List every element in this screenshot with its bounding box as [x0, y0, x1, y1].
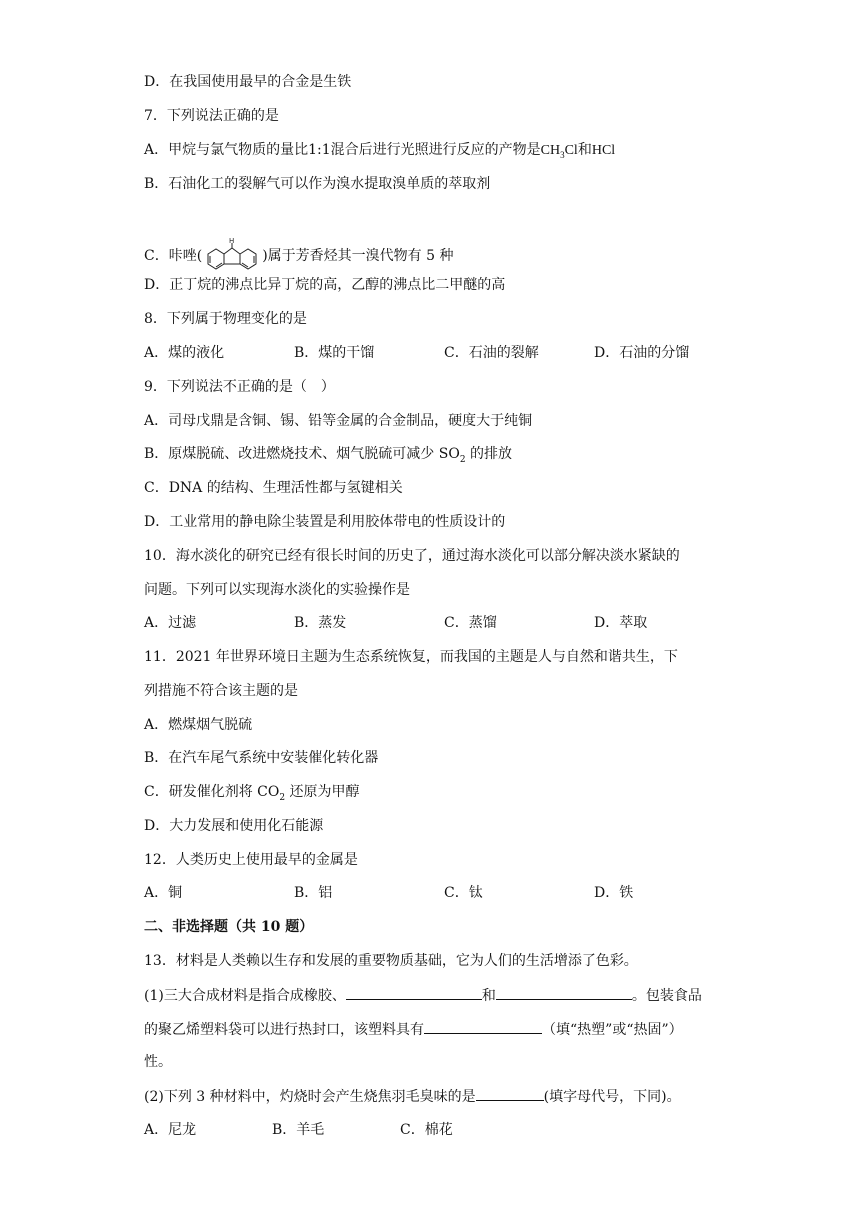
q9-stem: 9．下列说法不正确的是（ ）	[144, 379, 335, 395]
q13-part1-line3: 性。	[144, 1054, 172, 1070]
q9-option-d: D．工业常用的静电除尘装置是利用胶体带电的性质设计的	[144, 514, 506, 530]
q12-stem: 12．人类历史上使用最早的金属是	[144, 852, 358, 868]
q9-option-b-text-end: 的排放	[465, 446, 512, 462]
so2-subscript: 2	[459, 454, 466, 465]
q13-part2-option-c: C．棉花	[400, 1122, 453, 1138]
q13-part2-hint: (填字母代号，下同)。	[543, 1089, 681, 1105]
answer-blank-3[interactable]	[424, 1019, 542, 1034]
answer-blank-2[interactable]	[496, 985, 632, 1000]
q13-part1-text-end: 。包装食品	[631, 988, 702, 1004]
q7-option-a-text: A．甲烷与氯气物质的量比1:1混合后进行光照进行反应的产物是	[144, 142, 541, 158]
q7-option-c-text-start: C．咔唑(	[144, 248, 203, 264]
formula-ch3cl	[541, 143, 578, 158]
q12-option-d: D．铁	[594, 885, 634, 901]
q12-option-b: B．铝	[294, 885, 333, 901]
q9-option-c: C．DNA 的结构、生理活性都与氢键相关	[144, 480, 403, 496]
q8-options	[144, 343, 724, 363]
q8-option-b: B．煤的干馏	[294, 345, 375, 361]
q8-option-d: D．石油的分馏	[594, 345, 690, 361]
q8-option-a: A．煤的液化	[144, 345, 225, 361]
q8-option-c: C．石油的裂解	[444, 345, 539, 361]
q8-stem: 8．下列属于物理变化的是	[144, 311, 307, 327]
q11-stem-line1: 11．2021 年世界环境日主题为生态系统恢复，而我国的主题是人与自然和谐共生，下	[144, 649, 678, 665]
q11-option-c-text: C．研发催化剂将 CO	[144, 784, 280, 800]
q11-option-b: B．在汽车尾气系统中安装催化转化器	[144, 750, 379, 766]
q7-stem: 7．下列说法正确的是	[144, 108, 279, 124]
q12-option-a: A．铜	[144, 885, 183, 901]
answer-blank-4[interactable]	[476, 1086, 544, 1101]
q13-part2-option-a: A．尼龙	[144, 1122, 197, 1138]
section-heading-non-choice: 二、非选择题（共 10 题）	[144, 919, 314, 935]
q10-option-c: C．蒸馏	[444, 615, 497, 631]
q11-option-a: A．燃煤烟气脱硫	[144, 717, 253, 733]
q6-option-d: D．在我国使用最早的合金是生铁	[144, 74, 352, 90]
q7-option-c-text-end: )属于芳香烃其一溴代物有 5 种	[262, 248, 454, 264]
carbazole-structure-icon	[202, 236, 262, 276]
q10-option-d: D．萃取	[594, 615, 648, 631]
q13-part1-and: 和	[481, 988, 496, 1004]
answer-blank-1[interactable]	[346, 985, 482, 1000]
q13-part1-line2-hint: （填“热塑”或“热固”）	[542, 1022, 683, 1038]
q9-option-b-text: B．原煤脱硫、改进燃烧技术、烟气脱硫可减少 SO	[144, 446, 460, 462]
q13-part2-options	[144, 1120, 724, 1140]
q13-part1-text: (1)三大合成材料是指合成橡胶、	[144, 988, 346, 1004]
formula-ch3cl-part1: CH	[540, 143, 561, 158]
q10-stem-line2: 问题。下列可以实现海水淡化的实验操作是	[144, 582, 410, 598]
formula-ch3cl-sub: 3	[560, 149, 565, 160]
q13-part2-stem	[144, 1086, 681, 1107]
q12-option-c: C．钛	[444, 885, 483, 901]
formula-hcl: HCl	[591, 143, 616, 158]
q13-part1-line2-text: 的聚乙烯塑料袋可以进行热封口，该塑料具有	[144, 1022, 424, 1038]
q11-option-c	[144, 782, 360, 808]
q11-option-d: D．大力发展和使用化石能源	[144, 818, 324, 834]
q10-option-b: B．蒸发	[294, 615, 347, 631]
q13-part1-line2	[144, 1019, 683, 1040]
q11-stem-line2: 列措施不符合该主题的是	[144, 683, 298, 699]
q13-part2-text: (2)下列 3 种材料中，灼烧时会产生烧焦羽毛臭味的是	[144, 1089, 476, 1105]
q10-stem-line1: 10．海水淡化的研究已经有很长时间的历史了，通过海水淡化可以部分解决淡水紧缺的	[144, 548, 680, 564]
q10-option-a: A．过滤	[144, 615, 197, 631]
q7-option-c	[144, 236, 453, 276]
q7-option-a	[144, 140, 615, 165]
q13-part2-option-b: B．羊毛	[272, 1122, 325, 1138]
q10-options	[144, 613, 724, 633]
formula-ch3cl-part2: Cl	[564, 143, 578, 158]
q13-stem: 13．材料是人类赖以生存和发展的重要物质基础，它为人们的生活增添了色彩。	[144, 953, 638, 969]
q9-option-a: A．司母戊鼎是含铜、锡、铅等金属的合金制品，硬度大于纯铜	[144, 413, 533, 429]
q13-part1-line1	[144, 985, 702, 1006]
q7-option-d: D．正丁烷的沸点比异丁烷的高，乙醇的沸点比二甲醚的高	[144, 277, 506, 293]
q7-option-b: B．石油化工的裂解气可以作为溴水提取溴单质的萃取剂	[144, 176, 491, 192]
q7-option-a-and: 和	[577, 142, 592, 158]
q11-option-c-text-end: 还原为甲醇	[285, 784, 360, 800]
co2-subscript: 2	[279, 792, 286, 803]
carbazole-atom-label: H	[229, 237, 235, 245]
q12-options	[144, 883, 724, 903]
q9-option-b	[144, 444, 512, 470]
